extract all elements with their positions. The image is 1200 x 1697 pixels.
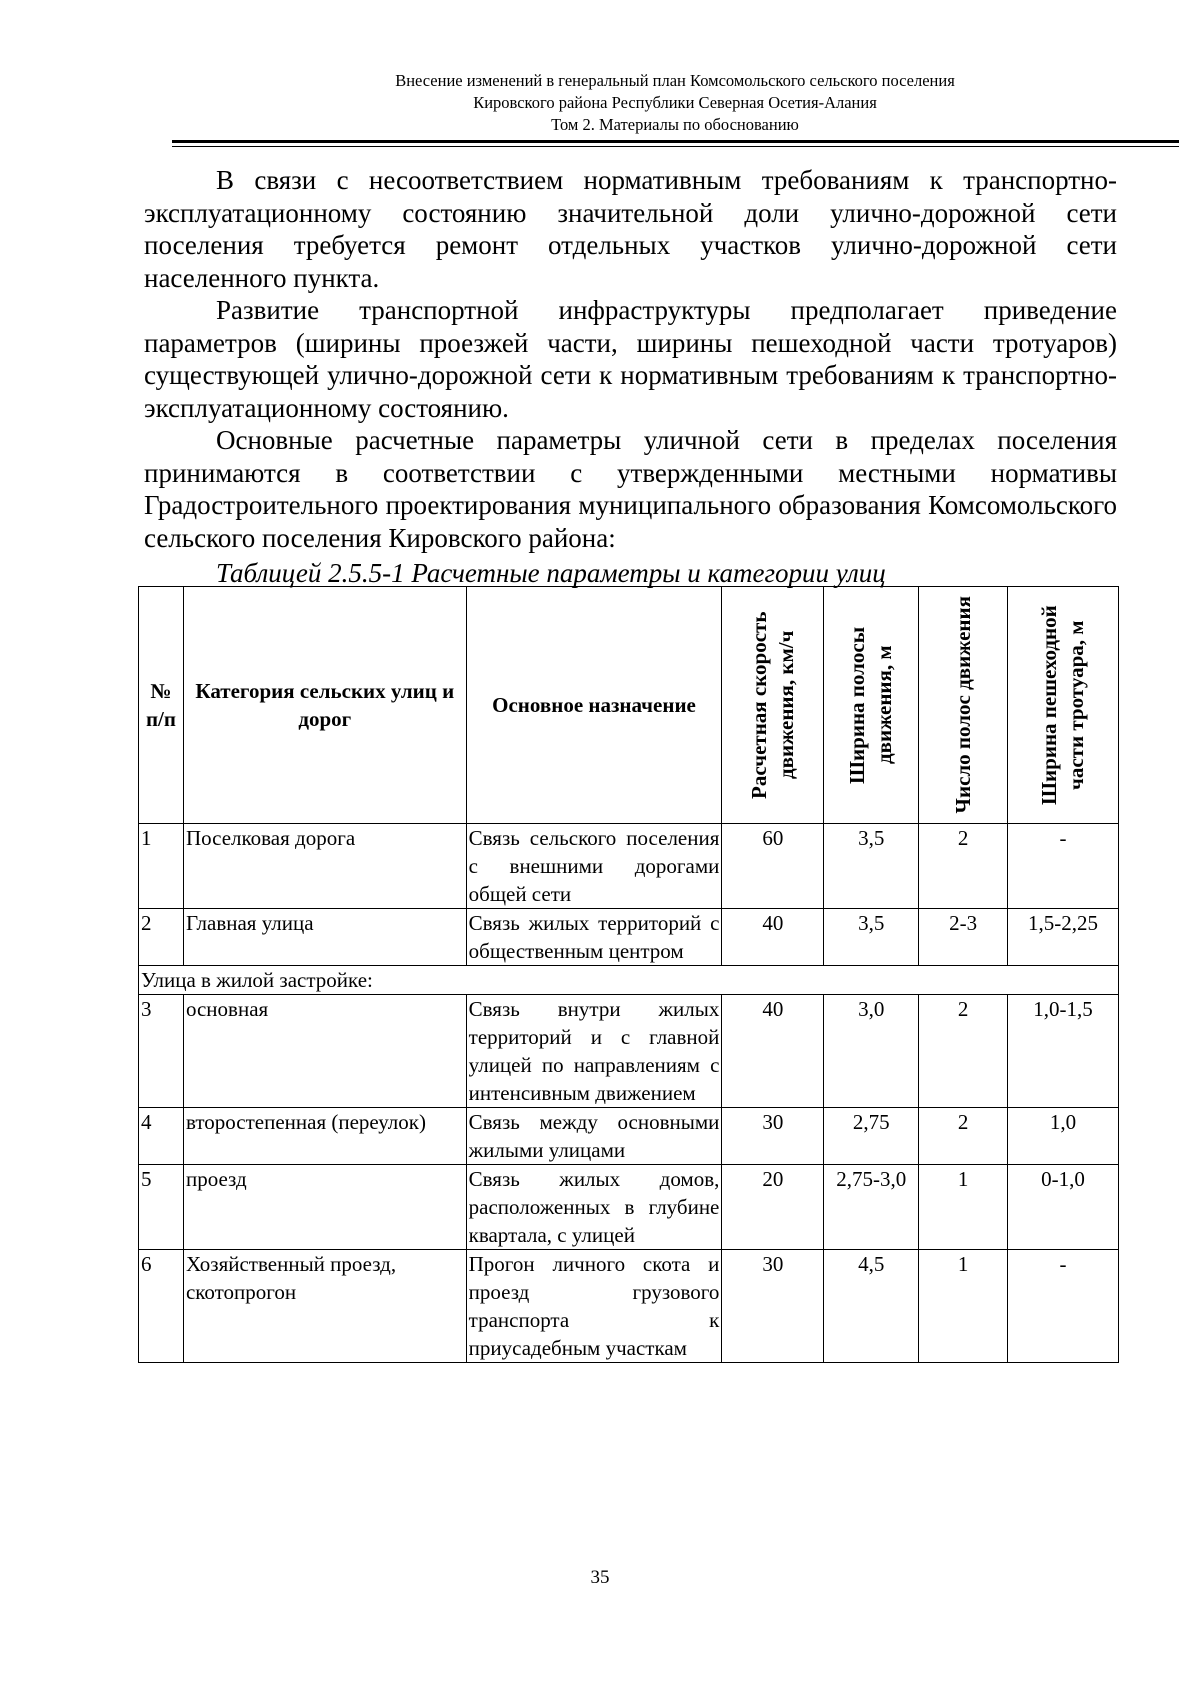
cell-num: 3 xyxy=(139,995,184,1108)
cell-num: 4 xyxy=(139,1108,184,1165)
cell-lanes: 2 xyxy=(919,824,1008,909)
street-parameters-table xyxy=(138,586,1119,1363)
cell-lane-width: 3,0 xyxy=(824,995,919,1108)
cell-sidewalk: - xyxy=(1008,1250,1119,1363)
cell-speed: 40 xyxy=(722,909,824,966)
document-header xyxy=(175,70,1175,136)
header-sidewalk-label: Ширина пешеходной части тротуара, м xyxy=(1037,605,1089,805)
table-row xyxy=(139,995,1119,1108)
cell-lanes: 2 xyxy=(919,995,1008,1108)
cell-lane-width: 2,75 xyxy=(824,1108,919,1165)
header-lane-width-label: Ширина полосы движения, м xyxy=(845,626,897,784)
section-label: Улица в жилой застройке: xyxy=(139,966,1119,995)
cell-lanes: 1 xyxy=(919,1250,1008,1363)
header-line-1: Внесение изменений в генеральный план Комсомольского сельского поселения xyxy=(395,71,955,90)
cell-purpose: Связь жилых территорий с общественным центром xyxy=(466,909,722,966)
body-text xyxy=(144,164,1117,554)
cell-category: Хозяйственный проезд, скотопрогон xyxy=(183,1250,466,1363)
table-caption: Таблицей 2.5.5-1 Расчетные параметры и категории улиц xyxy=(216,558,886,588)
header-rule-thin xyxy=(172,146,1179,147)
header-sidewalk xyxy=(1008,587,1119,824)
cell-speed: 30 xyxy=(722,1250,824,1363)
page-number: 35 xyxy=(590,1567,610,1588)
header-speed xyxy=(722,587,824,824)
cell-num: 2 xyxy=(139,909,184,966)
cell-num: 5 xyxy=(139,1165,184,1250)
cell-category: основная xyxy=(183,995,466,1108)
cell-lane-width: 3,5 xyxy=(824,824,919,909)
header-lanes xyxy=(919,587,1008,824)
cell-sidewalk: - xyxy=(1008,824,1119,909)
header-lanes-label: Число полос движения xyxy=(950,596,975,814)
cell-sidewalk: 0-1,0 xyxy=(1008,1165,1119,1250)
cell-category: проезд xyxy=(183,1165,466,1250)
header-purpose: Основное назначение xyxy=(466,587,722,824)
cell-purpose: Прогон личного скота и проезд грузового транспорта к приусадебным участкам xyxy=(466,1250,722,1363)
table-header-row xyxy=(139,587,1119,824)
cell-category: Главная улица xyxy=(183,909,466,966)
cell-speed: 60 xyxy=(722,824,824,909)
cell-category: второстепенная (переулок) xyxy=(183,1108,466,1165)
cell-lane-width: 3,5 xyxy=(824,909,919,966)
header-category: Категория сельских улиц и дорог xyxy=(183,587,466,824)
cell-category: Поселковая дорога xyxy=(183,824,466,909)
table-row xyxy=(139,1108,1119,1165)
cell-sidewalk: 1,5-2,25 xyxy=(1008,909,1119,966)
cell-num: 6 xyxy=(139,1250,184,1363)
table-row xyxy=(139,1165,1119,1250)
header-line-2: Кировского района Республики Северная Осетия-Алания xyxy=(473,93,877,112)
cell-speed: 20 xyxy=(722,1165,824,1250)
header-num: № п/п xyxy=(139,587,184,824)
cell-purpose: Связь жилых домов, расположенных в глубине квартала, с улицей xyxy=(466,1165,722,1250)
cell-purpose: Связь между основными жилыми улицами xyxy=(466,1108,722,1165)
cell-sidewalk: 1,0-1,5 xyxy=(1008,995,1119,1108)
cell-speed: 30 xyxy=(722,1108,824,1165)
header-speed-label: Расчетная скорость движения, км/ч xyxy=(746,611,798,799)
table-row xyxy=(139,1250,1119,1363)
cell-speed: 40 xyxy=(722,995,824,1108)
cell-lanes: 2 xyxy=(919,1108,1008,1165)
header-lane-width xyxy=(824,587,919,824)
header-line-3: Том 2. Материалы по обоснованию xyxy=(551,115,799,134)
cell-purpose: Связь сельского поселения с внешними дорогами общей сети xyxy=(466,824,722,909)
cell-purpose: Связь внутри жилых территорий и с главной улицей по направлениям с интенсивным движением xyxy=(466,995,722,1108)
cell-sidewalk: 1,0 xyxy=(1008,1108,1119,1165)
paragraph-2: Развитие транспортной инфраструктуры предполагает приведение параметров (ширины проезжей части, ширины пешеходной части тротуаров) существующей улично-дорожной сети к нормативным требованиям к транспортно-эксплуатационному состоянию. xyxy=(144,295,1117,423)
paragraph-3: Основные расчетные параметры уличной сети в пределах поселения принимаются в соответствии с утвержденными местными нормативы Градостроительного проектирования муниципального образования Комсомольского сельского поселения Кировского района: xyxy=(144,425,1117,553)
table-row xyxy=(139,909,1119,966)
cell-lanes: 2-3 xyxy=(919,909,1008,966)
cell-lanes: 1 xyxy=(919,1165,1008,1250)
table-row xyxy=(139,824,1119,909)
cell-lane-width: 4,5 xyxy=(824,1250,919,1363)
cell-lane-width: 2,75-3,0 xyxy=(824,1165,919,1250)
paragraph-1: В связи с несоответствием нормативным требованиям к транспортно-эксплуатационному состоянию значительной доли улично-дорожной сети поселения требуется ремонт отдельных участков улично-дорожной сети населенного пункта. xyxy=(144,165,1117,293)
cell-num: 1 xyxy=(139,824,184,909)
header-rule-thick xyxy=(172,140,1179,143)
table-section-row xyxy=(139,966,1119,995)
